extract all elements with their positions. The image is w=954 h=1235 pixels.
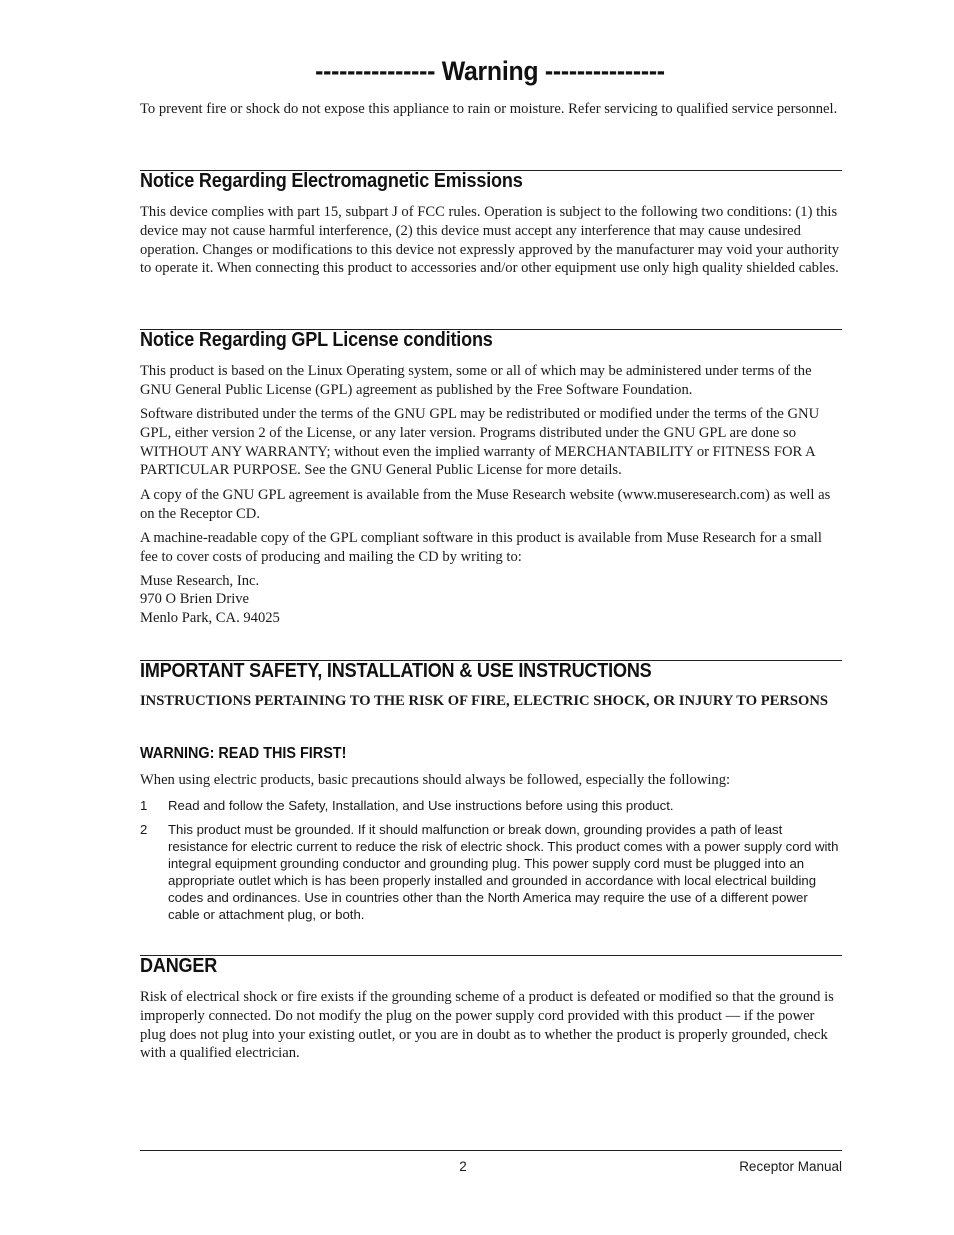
address-line: Muse Research, Inc.: [140, 573, 260, 589]
gpl-paragraph: Software distributed under the terms of the GNU GPL may be redistributed or modified under the terms of the GNU GPL, either version 2 of the License, or any later version. Programs distributed under the GNU GPL are done so WITHOUT ANY WARRANTY; without even the implied warranty of MERCHANTABILITY or FITNESS FOR A PARTICULAR PURPOSE. See the GNU General Public License for more details.: [140, 406, 820, 479]
warning-read-first-heading: WARNING: READ THIS FIRST!: [140, 745, 347, 762]
list-item-number: 2: [140, 822, 148, 837]
safety-intro: When using electric products, basic precautions should always be followed, especially the following:: [140, 772, 731, 788]
warning-title: --------------- Warning ---------------: [315, 56, 665, 86]
gpl-heading: Notice Regarding GPL License conditions: [140, 328, 493, 351]
list-item-number: 1: [140, 798, 148, 813]
footer-title: Receptor Manual: [739, 1159, 842, 1174]
list-item-text: This product must be grounded. If it should malfunction or break down, grounding provides a path of least resistance for electric current to reduce the risk of electric shock. This product comes with a power supply cord with integral equipment grounding conductor and grounding plug. This power supply cord must be plugged into an appropriate outlet which is has been properly installed and grounded in accordance with local electrical building codes and ordinances. Use in countries other than the North America may require the use of a different power cable or attachment plug, or both.: [168, 822, 839, 922]
address-line: Menlo Park, CA. 94025: [140, 610, 280, 626]
gpl-paragraph: A copy of the GNU GPL agreement is available from the Muse Research website (www.museresearch.com) as well as on the Receptor CD.: [140, 487, 831, 522]
emissions-heading: Notice Regarding Electromagnetic Emissions: [140, 169, 523, 192]
danger-text: Risk of electrical shock or fire exists if the grounding scheme of a product is defeated or modified so that the ground is improperly connected. Do not modify the plug on the power supply cord provided with this product — if the power plug does not plug into your existing outlet, or you are in doubt as to whether the product is properly grounded, check with a qualified electrician.: [140, 989, 834, 1062]
safety-heading: IMPORTANT SAFETY, INSTALLATION & USE INSTRUCTIONS: [140, 659, 652, 682]
page-number: 2: [459, 1159, 467, 1174]
gpl-paragraph: A machine-readable copy of the GPL compliant software in this product is available from Muse Research for a small fee to cover costs of producing and mailing the CD by writing to:: [140, 530, 822, 565]
gpl-paragraph: This product is based on the Linux Operating system, some or all of which may be administered under terms of the GNU General Public License (GPL) agreement as published by the Free Software Foundation.: [140, 363, 812, 398]
safety-subheading: INSTRUCTIONS PERTAINING TO THE RISK OF FIRE, ELECTRIC SHOCK, OR INJURY TO PERSONS: [140, 693, 829, 709]
danger-heading: DANGER: [140, 954, 218, 977]
footer-divider: [140, 1150, 842, 1151]
warning-text: To prevent fire or shock do not expose this appliance to rain or moisture. Refer servicing to qualified service personnel.: [140, 101, 838, 117]
section-divider: [140, 955, 842, 956]
address-line: 970 O Brien Drive: [140, 591, 250, 607]
list-item-text: Read and follow the Safety, Installation, and Use instructions before using this product.: [168, 798, 674, 813]
emissions-text: This device complies with part 15, subpart J of FCC rules. Operation is subject to the following two conditions: (1) this device may not cause harmful interference, (2) this device must accept any interference that may cause undesired operation. Changes or modifications to this device not expressly approved by the manufacturer may void your authority to operate it. When connecting this product to accessories and/or other equipment use only high quality shielded cables.: [140, 204, 840, 277]
